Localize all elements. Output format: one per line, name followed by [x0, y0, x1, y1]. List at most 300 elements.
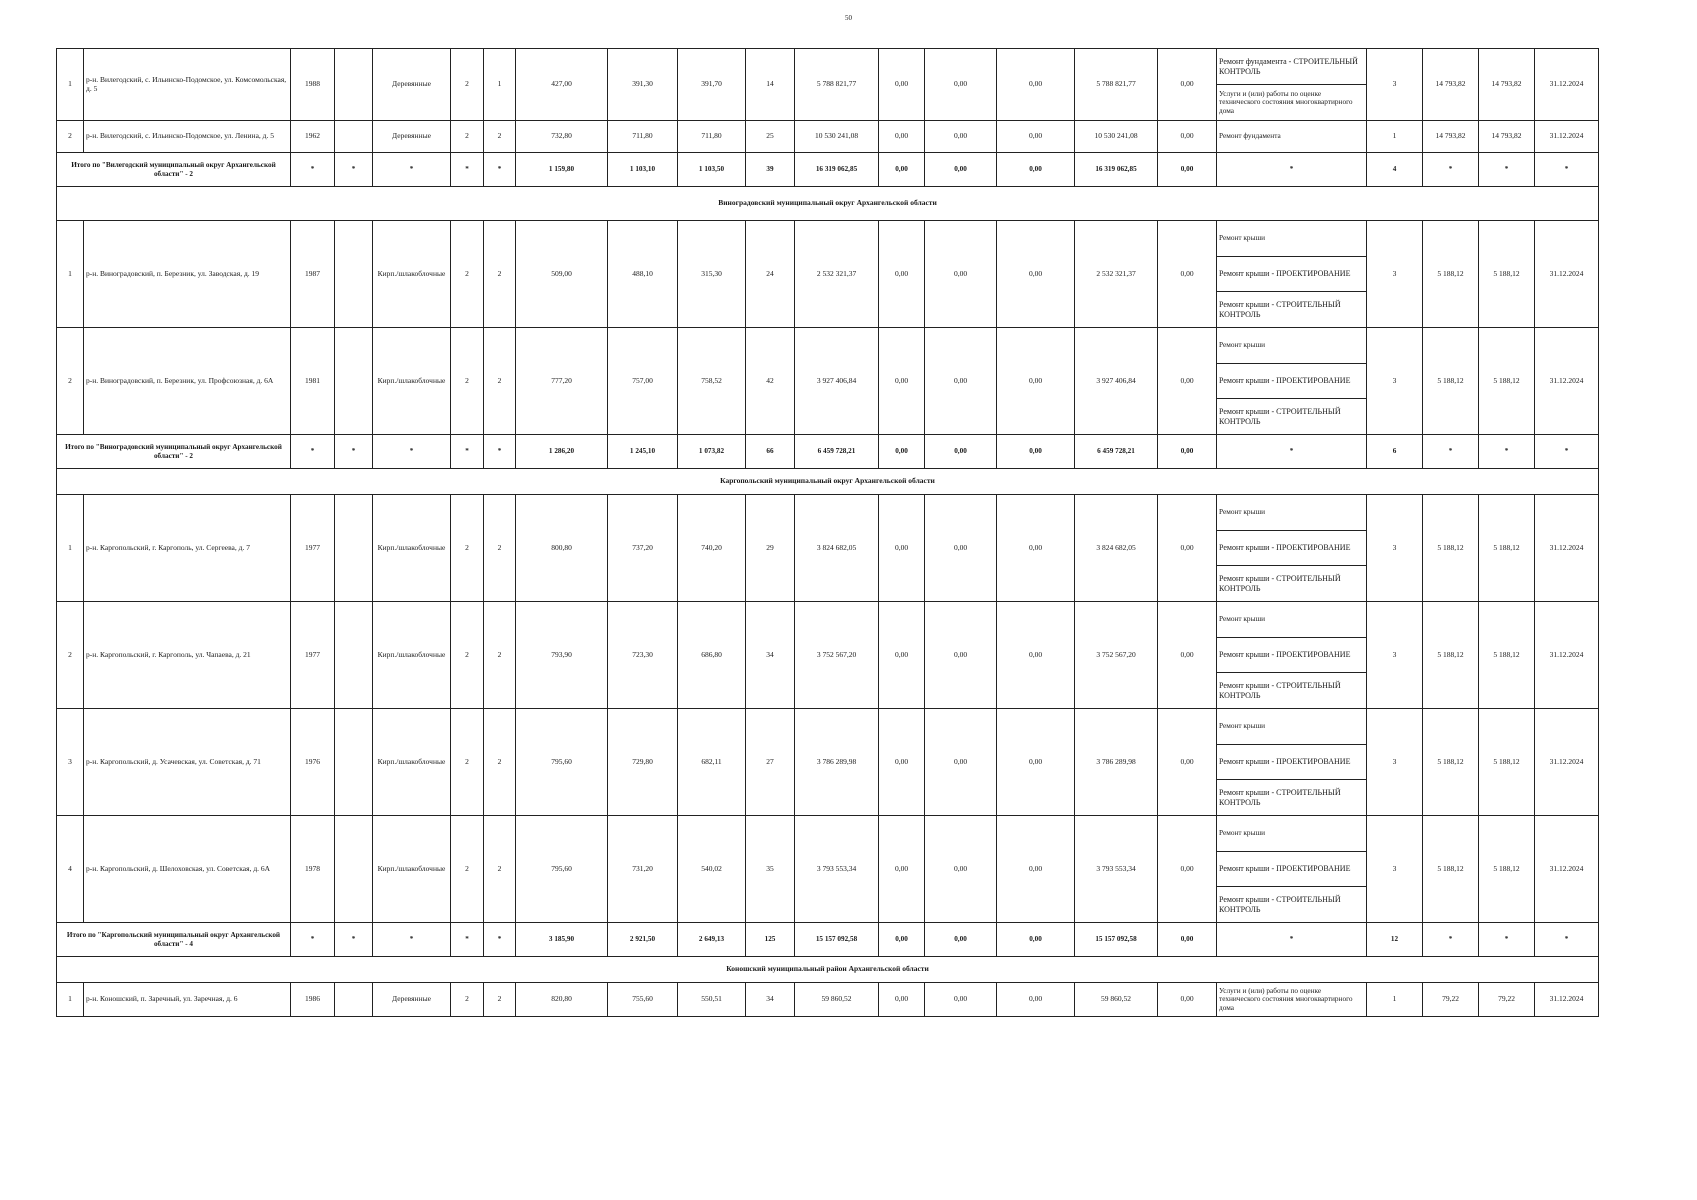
subtotal-unit-a: *: [1423, 435, 1479, 469]
area-a-cell: 723,30: [608, 602, 678, 709]
subtotal-unit-a: *: [1423, 153, 1479, 187]
work-item: Ремонт крыши - ПРОЕКТИРОВАНИЕ: [1217, 256, 1366, 292]
area-a-cell: 729,80: [608, 709, 678, 816]
overhaul-registry-table: [56, 48, 1599, 1017]
address-cell: р-н. Каргопольский, г. Каргополь, ул. Чапаева, д. 21: [84, 602, 291, 709]
cost-total-cell: 3 793 553,34: [795, 816, 879, 923]
f2-cell: 0,00: [925, 495, 997, 602]
entrances-cell: 1: [484, 49, 516, 121]
unit-a-cell: 14 793,82: [1423, 121, 1479, 153]
deadline-cell: 31.12.2024: [1535, 121, 1599, 153]
subtotal-cost-total: 16 319 062,85: [795, 153, 879, 187]
subtotal-f5: 0,00: [1158, 153, 1217, 187]
residents-cell: 42: [746, 328, 795, 435]
works-cell: [1217, 983, 1367, 1017]
unit-b-cell: 5 188,12: [1479, 221, 1535, 328]
residents-cell: 24: [746, 221, 795, 328]
year2-cell: [335, 221, 373, 328]
table-row: [57, 49, 1599, 121]
wall-cell: Кирп./шлакоблочные: [373, 602, 451, 709]
table-row: [57, 328, 1599, 435]
work-item: Услуги и (или) работы по оценке технического состояния многоквартирного дома: [1219, 985, 1353, 1012]
row-number: 2: [57, 328, 84, 435]
subtotal-works-count: 12: [1367, 923, 1423, 957]
unit-a-cell: 5 188,12: [1423, 328, 1479, 435]
area-a-cell: 757,00: [608, 328, 678, 435]
residents-cell: 35: [746, 816, 795, 923]
f2-cell: 0,00: [925, 816, 997, 923]
cost-total-cell: 3 752 567,20: [795, 602, 879, 709]
f4-cell: 3 824 682,05: [1075, 495, 1158, 602]
deadline-cell: 31.12.2024: [1535, 709, 1599, 816]
f5-cell: 0,00: [1158, 221, 1217, 328]
subtotal-floors: *: [451, 923, 484, 957]
f1-cell: 0,00: [879, 328, 925, 435]
area-b-cell: 711,80: [678, 121, 746, 153]
unit-b-cell: 5 188,12: [1479, 602, 1535, 709]
area-b-cell: 550,51: [678, 983, 746, 1017]
f4-cell: 3 752 567,20: [1075, 602, 1158, 709]
subtotal-area-b: 1 103,50: [678, 153, 746, 187]
section-title: Виноградовский муниципальный округ Архангельской области: [57, 187, 1599, 221]
work-item: Ремонт крыши - СТРОИТЕЛЬНЫЙ КОНТРОЛЬ: [1217, 779, 1366, 815]
deadline-cell: 31.12.2024: [1535, 328, 1599, 435]
f2-cell: 0,00: [925, 49, 997, 121]
entrances-cell: 2: [484, 709, 516, 816]
subtotal-deadline: *: [1535, 923, 1599, 957]
area-a-cell: 391,30: [608, 49, 678, 121]
work-item: Ремонт крыши - СТРОИТЕЛЬНЫЙ КОНТРОЛЬ: [1217, 886, 1366, 922]
subtotal-residents: 39: [746, 153, 795, 187]
row-number: 1: [57, 983, 84, 1017]
subtotal-entrances: *: [484, 153, 516, 187]
address-cell: р-н. Каргопольский, д. Усачевская, ул. Советская, д. 71: [84, 709, 291, 816]
subtotal-cost-total: 6 459 728,21: [795, 435, 879, 469]
year-cell: 1977: [291, 495, 335, 602]
residents-cell: 25: [746, 121, 795, 153]
wall-cell: Кирп./шлакоблочные: [373, 709, 451, 816]
area-b-cell: 391,70: [678, 49, 746, 121]
subtotal-f2: 0,00: [925, 923, 997, 957]
f1-cell: 0,00: [879, 121, 925, 153]
f2-cell: 0,00: [925, 121, 997, 153]
work-item: Ремонт крыши: [1219, 828, 1266, 838]
entrances-cell: 2: [484, 983, 516, 1017]
f1-cell: 0,00: [879, 816, 925, 923]
area-b-cell: 740,20: [678, 495, 746, 602]
f3-cell: 0,00: [997, 709, 1075, 816]
year-cell: 1988: [291, 49, 335, 121]
subtotal-area-total: 1 286,20: [516, 435, 608, 469]
subtotal-works-count: 4: [1367, 153, 1423, 187]
year-cell: 1977: [291, 602, 335, 709]
row-number: 1: [57, 221, 84, 328]
area-total-cell: 777,20: [516, 328, 608, 435]
subtotal-entrances: *: [484, 923, 516, 957]
f4-cell: 3 793 553,34: [1075, 816, 1158, 923]
work-item: Ремонт крыши: [1219, 721, 1266, 731]
works-count-cell: 1: [1367, 983, 1423, 1017]
row-number: 4: [57, 816, 84, 923]
works-list: [1217, 221, 1366, 327]
f4-cell: 59 860,52: [1075, 983, 1158, 1017]
subtotal-residents: 125: [746, 923, 795, 957]
f3-cell: 0,00: [997, 328, 1075, 435]
address-cell: р-н. Каргопольский, г. Каргополь, ул. Сергеева, д. 7: [84, 495, 291, 602]
works-cell: [1217, 221, 1367, 328]
cost-total-cell: 10 530 241,08: [795, 121, 879, 153]
year2-cell: [335, 49, 373, 121]
year-cell: 1987: [291, 221, 335, 328]
deadline-cell: 31.12.2024: [1535, 49, 1599, 121]
works-cell: [1217, 121, 1367, 153]
works-list: [1217, 816, 1366, 922]
subtotal-row: [57, 435, 1599, 469]
section-header-row: [57, 957, 1599, 983]
f5-cell: 0,00: [1158, 495, 1217, 602]
residents-cell: 29: [746, 495, 795, 602]
residents-cell: 27: [746, 709, 795, 816]
f4-cell: 3 786 289,98: [1075, 709, 1158, 816]
subtotal-unit-a: *: [1423, 923, 1479, 957]
wall-cell: Деревянные: [373, 983, 451, 1017]
work-item: Ремонт крыши - ПРОЕКТИРОВАНИЕ: [1217, 363, 1366, 399]
f5-cell: 0,00: [1158, 49, 1217, 121]
f1-cell: 0,00: [879, 495, 925, 602]
unit-a-cell: 5 188,12: [1423, 816, 1479, 923]
subtotal-f4: 6 459 728,21: [1075, 435, 1158, 469]
area-total-cell: 509,00: [516, 221, 608, 328]
deadline-cell: 31.12.2024: [1535, 221, 1599, 328]
unit-a-cell: 5 188,12: [1423, 709, 1479, 816]
work-item: Ремонт крыши: [1219, 340, 1266, 350]
area-b-cell: 682,11: [678, 709, 746, 816]
work-item: Ремонт крыши - ПРОЕКТИРОВАНИЕ: [1217, 530, 1366, 566]
works-list: [1217, 495, 1366, 601]
area-total-cell: 732,80: [516, 121, 608, 153]
subtotal-label: Итого по "Вилегодский муниципальный округ Архангельской области" - 2: [57, 153, 291, 187]
cost-total-cell: 3 786 289,98: [795, 709, 879, 816]
f1-cell: 0,00: [879, 221, 925, 328]
cost-total-cell: 3 824 682,05: [795, 495, 879, 602]
area-total-cell: 795,60: [516, 709, 608, 816]
unit-a-cell: 79,22: [1423, 983, 1479, 1017]
works-list: [1217, 328, 1366, 434]
works-count-cell: 3: [1367, 495, 1423, 602]
work-item: Ремонт крыши - ПРОЕКТИРОВАНИЕ: [1217, 744, 1366, 780]
subtotal-wall: *: [373, 923, 451, 957]
f3-cell: 0,00: [997, 495, 1075, 602]
works-list: [1217, 602, 1366, 708]
year2-cell: [335, 983, 373, 1017]
f4-cell: 2 532 321,37: [1075, 221, 1158, 328]
f3-cell: 0,00: [997, 983, 1075, 1017]
area-b-cell: 540,02: [678, 816, 746, 923]
subtotal-works: *: [1217, 435, 1367, 469]
works-list: [1217, 49, 1366, 120]
entrances-cell: 2: [484, 121, 516, 153]
subtotal-residents: 66: [746, 435, 795, 469]
subtotal-f2: 0,00: [925, 153, 997, 187]
subtotal-f5: 0,00: [1158, 923, 1217, 957]
floors-cell: 2: [451, 121, 484, 153]
row-number: 1: [57, 49, 84, 121]
wall-cell: Деревянные: [373, 49, 451, 121]
works-count-cell: 3: [1367, 49, 1423, 121]
f3-cell: 0,00: [997, 602, 1075, 709]
table-row: [57, 221, 1599, 328]
works-list: [1217, 121, 1366, 152]
floors-cell: 2: [451, 983, 484, 1017]
address-cell: р-н. Каргопольский, д. Шелоховская, ул. Советская, д. 6А: [84, 816, 291, 923]
subtotal-area-total: 3 185,90: [516, 923, 608, 957]
works-cell: [1217, 709, 1367, 816]
area-b-cell: 315,30: [678, 221, 746, 328]
table-row: [57, 495, 1599, 602]
floors-cell: 2: [451, 709, 484, 816]
wall-cell: Кирп./шлакоблочные: [373, 816, 451, 923]
f3-cell: 0,00: [997, 121, 1075, 153]
year2-cell: [335, 709, 373, 816]
f4-cell: 3 927 406,84: [1075, 328, 1158, 435]
area-a-cell: 737,20: [608, 495, 678, 602]
subtotal-year: *: [291, 435, 335, 469]
floors-cell: 2: [451, 49, 484, 121]
unit-b-cell: 5 188,12: [1479, 495, 1535, 602]
wall-cell: Кирп./шлакоблочные: [373, 495, 451, 602]
works-count-cell: 3: [1367, 602, 1423, 709]
year-cell: 1981: [291, 328, 335, 435]
year2-cell: [335, 602, 373, 709]
subtotal-cost-total: 15 157 092,58: [795, 923, 879, 957]
cost-total-cell: 5 788 821,77: [795, 49, 879, 121]
works-cell: [1217, 49, 1367, 121]
unit-a-cell: 5 188,12: [1423, 221, 1479, 328]
deadline-cell: 31.12.2024: [1535, 983, 1599, 1017]
year-cell: 1986: [291, 983, 335, 1017]
entrances-cell: 2: [484, 221, 516, 328]
table-row: [57, 983, 1599, 1017]
area-a-cell: 731,20: [608, 816, 678, 923]
cost-total-cell: 2 532 321,37: [795, 221, 879, 328]
f1-cell: 0,00: [879, 983, 925, 1017]
work-item: Услуги и (или) работы по оценке технического состояния многоквартирного дома: [1217, 84, 1366, 120]
subtotal-deadline: *: [1535, 153, 1599, 187]
subtotal-year2: *: [335, 153, 373, 187]
table-row: [57, 709, 1599, 816]
unit-a-cell: 5 188,12: [1423, 602, 1479, 709]
address-cell: р-н. Вилегодский, с. Ильинско-Подомское, ул. Ленина, д. 5: [84, 121, 291, 153]
address-cell: р-н. Коношский, п. Заречный, ул. Заречная, д. 6: [84, 983, 291, 1017]
year2-cell: [335, 495, 373, 602]
address-cell: р-н. Виноградовский, п. Березник, ул. Профсоюзная, д. 6А: [84, 328, 291, 435]
deadline-cell: 31.12.2024: [1535, 495, 1599, 602]
unit-a-cell: 5 188,12: [1423, 495, 1479, 602]
area-total-cell: 800,80: [516, 495, 608, 602]
unit-a-cell: 14 793,82: [1423, 49, 1479, 121]
subtotal-row: [57, 923, 1599, 957]
residents-cell: 34: [746, 983, 795, 1017]
section-title: Коношский муниципальный район Архангельской области: [57, 957, 1599, 983]
work-item: Ремонт крыши - ПРОЕКТИРОВАНИЕ: [1217, 637, 1366, 673]
subtotal-unit-b: *: [1479, 923, 1535, 957]
work-item: Ремонт крыши: [1219, 614, 1266, 624]
floors-cell: 2: [451, 221, 484, 328]
floors-cell: 2: [451, 816, 484, 923]
subtotal-f2: 0,00: [925, 435, 997, 469]
f3-cell: 0,00: [997, 221, 1075, 328]
work-item: Ремонт крыши - СТРОИТЕЛЬНЫЙ КОНТРОЛЬ: [1217, 291, 1366, 327]
work-item: Ремонт крыши - СТРОИТЕЛЬНЫЙ КОНТРОЛЬ: [1217, 565, 1366, 601]
subtotal-unit-b: *: [1479, 153, 1535, 187]
works-count-cell: 3: [1367, 221, 1423, 328]
subtotal-label: Итого по "Каргопольский муниципальный округ Архангельской области" - 4: [57, 923, 291, 957]
year2-cell: [335, 121, 373, 153]
area-total-cell: 427,00: [516, 49, 608, 121]
subtotal-f1: 0,00: [879, 923, 925, 957]
area-a-cell: 488,10: [608, 221, 678, 328]
subtotal-f1: 0,00: [879, 153, 925, 187]
unit-b-cell: 5 188,12: [1479, 328, 1535, 435]
row-number: 2: [57, 602, 84, 709]
f4-cell: 10 530 241,08: [1075, 121, 1158, 153]
subtotal-f4: 16 319 062,85: [1075, 153, 1158, 187]
subtotal-f3: 0,00: [997, 435, 1075, 469]
section-title: Каргопольский муниципальный округ Архангельской области: [57, 469, 1599, 495]
row-number: 3: [57, 709, 84, 816]
f4-cell: 5 788 821,77: [1075, 49, 1158, 121]
unit-b-cell: 5 188,12: [1479, 709, 1535, 816]
unit-b-cell: 14 793,82: [1479, 121, 1535, 153]
subtotal-works-count: 6: [1367, 435, 1423, 469]
subtotal-works: *: [1217, 153, 1367, 187]
entrances-cell: 2: [484, 328, 516, 435]
section-header-row: [57, 187, 1599, 221]
area-total-cell: 793,90: [516, 602, 608, 709]
subtotal-area-a: 2 921,50: [608, 923, 678, 957]
works-cell: [1217, 495, 1367, 602]
floors-cell: 2: [451, 328, 484, 435]
address-cell: р-н. Вилегодский, с. Ильинско-Подомское, ул. Комсомольская, д. 5: [84, 49, 291, 121]
table-row: [57, 816, 1599, 923]
f5-cell: 0,00: [1158, 602, 1217, 709]
section-header-row: [57, 469, 1599, 495]
works-count-cell: 3: [1367, 709, 1423, 816]
year-cell: 1978: [291, 816, 335, 923]
works-count-cell: 3: [1367, 816, 1423, 923]
f1-cell: 0,00: [879, 602, 925, 709]
subtotal-unit-b: *: [1479, 435, 1535, 469]
f2-cell: 0,00: [925, 709, 997, 816]
subtotal-floors: *: [451, 153, 484, 187]
table-row: [57, 602, 1599, 709]
area-b-cell: 758,52: [678, 328, 746, 435]
f1-cell: 0,00: [879, 709, 925, 816]
subtotal-area-b: 1 073,82: [678, 435, 746, 469]
work-item: Ремонт фундамента - СТРОИТЕЛЬНЫЙ КОНТРОЛЬ: [1219, 57, 1358, 76]
f3-cell: 0,00: [997, 816, 1075, 923]
subtotal-area-a: 1 103,10: [608, 153, 678, 187]
f5-cell: 0,00: [1158, 983, 1217, 1017]
unit-b-cell: 79,22: [1479, 983, 1535, 1017]
row-number: 2: [57, 121, 84, 153]
subtotal-area-a: 1 245,10: [608, 435, 678, 469]
residents-cell: 14: [746, 49, 795, 121]
year2-cell: [335, 328, 373, 435]
entrances-cell: 2: [484, 816, 516, 923]
f5-cell: 0,00: [1158, 816, 1217, 923]
subtotal-f3: 0,00: [997, 153, 1075, 187]
subtotal-wall: *: [373, 153, 451, 187]
row-number: 1: [57, 495, 84, 602]
f2-cell: 0,00: [925, 221, 997, 328]
work-item: Ремонт крыши - СТРОИТЕЛЬНЫЙ КОНТРОЛЬ: [1217, 672, 1366, 708]
subtotal-entrances: *: [484, 435, 516, 469]
subtotal-wall: *: [373, 435, 451, 469]
f5-cell: 0,00: [1158, 121, 1217, 153]
f5-cell: 0,00: [1158, 709, 1217, 816]
wall-cell: Кирп./шлакоблочные: [373, 328, 451, 435]
subtotal-f3: 0,00: [997, 923, 1075, 957]
year2-cell: [335, 816, 373, 923]
f5-cell: 0,00: [1158, 328, 1217, 435]
works-count-cell: 1: [1367, 121, 1423, 153]
cost-total-cell: 59 860,52: [795, 983, 879, 1017]
subtotal-row: [57, 153, 1599, 187]
work-item: Ремонт крыши: [1219, 507, 1266, 517]
table-row: [57, 121, 1599, 153]
subtotal-label: Итого по "Виноградовский муниципальный округ Архангельской области" - 2: [57, 435, 291, 469]
works-list: [1217, 709, 1366, 815]
entrances-cell: 2: [484, 602, 516, 709]
subtotal-f4: 15 157 092,58: [1075, 923, 1158, 957]
deadline-cell: 31.12.2024: [1535, 816, 1599, 923]
unit-b-cell: 14 793,82: [1479, 49, 1535, 121]
subtotal-f1: 0,00: [879, 435, 925, 469]
works-list: [1217, 983, 1366, 1016]
works-cell: [1217, 328, 1367, 435]
subtotal-floors: *: [451, 435, 484, 469]
subtotal-works: *: [1217, 923, 1367, 957]
floors-cell: 2: [451, 602, 484, 709]
works-cell: [1217, 816, 1367, 923]
subtotal-year: *: [291, 153, 335, 187]
year-cell: 1976: [291, 709, 335, 816]
f2-cell: 0,00: [925, 602, 997, 709]
floors-cell: 2: [451, 495, 484, 602]
area-total-cell: 820,80: [516, 983, 608, 1017]
subtotal-area-total: 1 159,80: [516, 153, 608, 187]
residents-cell: 34: [746, 602, 795, 709]
subtotal-f5: 0,00: [1158, 435, 1217, 469]
f2-cell: 0,00: [925, 328, 997, 435]
unit-b-cell: 5 188,12: [1479, 816, 1535, 923]
wall-cell: Кирп./шлакоблочные: [373, 221, 451, 328]
f2-cell: 0,00: [925, 983, 997, 1017]
year-cell: 1962: [291, 121, 335, 153]
subtotal-year2: *: [335, 435, 373, 469]
address-cell: р-н. Виноградовский, п. Березник, ул. Заводская, д. 19: [84, 221, 291, 328]
area-total-cell: 795,60: [516, 816, 608, 923]
area-a-cell: 755,60: [608, 983, 678, 1017]
wall-cell: Деревянные: [373, 121, 451, 153]
subtotal-year2: *: [335, 923, 373, 957]
work-item: Ремонт фундамента: [1219, 131, 1281, 141]
area-b-cell: 686,80: [678, 602, 746, 709]
f1-cell: 0,00: [879, 49, 925, 121]
cost-total-cell: 3 927 406,84: [795, 328, 879, 435]
works-count-cell: 3: [1367, 328, 1423, 435]
